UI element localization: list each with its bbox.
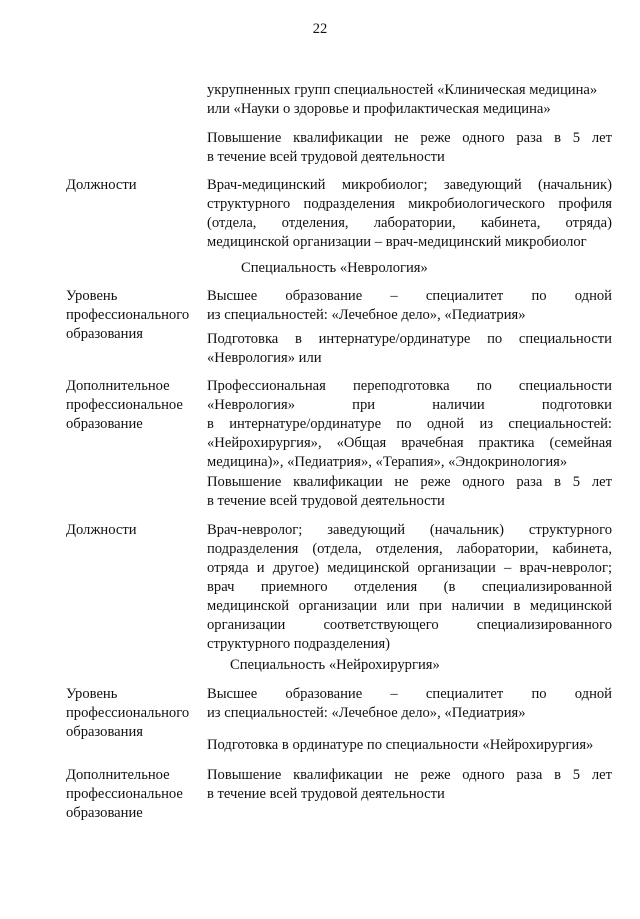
label-line: Дополнительное <box>66 767 170 783</box>
text-line: Врач-медицинский микробиолог; заведующий (начальник) <box>207 177 612 193</box>
additional-education-label <box>66 377 201 434</box>
text-line: Профессиональная переподготовка по специальности <box>207 378 612 394</box>
text-line: организации соответствующего специализированного <box>207 617 612 633</box>
text-line: Высшее образование – специалитет по одной <box>207 288 612 304</box>
education-label <box>66 287 201 344</box>
text-line: укрупненных групп специальностей «Клиническая медицина» <box>207 82 598 98</box>
label-line: образование <box>66 416 143 432</box>
training-text <box>207 766 612 804</box>
text-line: структурного подразделения микробиологического профиля <box>207 196 612 212</box>
retraining-text <box>207 377 612 472</box>
positions-label: Должности <box>66 177 137 193</box>
label-line: профессиональное <box>66 786 183 802</box>
additional-education-label <box>66 766 201 823</box>
text-line: Подготовка в интернатуре/ординатуре по специальности <box>207 331 612 347</box>
page-number: 22 <box>312 21 328 37</box>
text-line: Повышение квалификации не реже одного раза в 5 лет <box>207 474 612 490</box>
text-line: структурного подразделения) <box>207 636 391 652</box>
text-line: медицинской организации или при наличии в медицинской <box>207 598 612 614</box>
label-line: Дополнительное <box>66 378 170 394</box>
text-line: в течение всей трудовой деятельности <box>207 493 445 509</box>
text-line: врач приемного отделения (в специализированной <box>207 579 612 595</box>
label-line: профессионального <box>66 705 190 721</box>
text-line: в интернатуре/ординатуре по одной из специальностей: <box>207 416 612 432</box>
text-line: подразделения (отдела, отделения, лаборатории, кабинета, <box>207 541 612 557</box>
heading-text: Специальность «Нейрохирургия» <box>230 657 440 673</box>
label-line: образования <box>66 326 143 342</box>
internship-text <box>207 330 612 368</box>
training-text <box>207 473 612 511</box>
residency-text <box>207 736 612 755</box>
positions-text <box>207 521 612 654</box>
label-line: профессиональное <box>66 397 183 413</box>
positions-label: Должности <box>66 522 137 538</box>
text-line: в течение всей трудовой деятельности <box>207 149 445 165</box>
label-line: Уровень <box>66 686 118 702</box>
text-line: «Неврология» или <box>207 350 322 366</box>
text-line: Повышение квалификации не реже одного раза в 5 лет <box>207 130 612 146</box>
label-line: Уровень <box>66 288 118 304</box>
text-line: Высшее образование – специалитет по одной <box>207 686 612 702</box>
section-heading-neurosurgery <box>0 656 640 675</box>
text-line: из специальностей: «Лечебное дело», «Педиатрия» <box>207 705 526 721</box>
text-line: «Неврология» при наличии подготовки <box>207 397 612 413</box>
text-line: Подготовка в ординатуре по специальности «Нейрохирургия» <box>207 737 594 753</box>
label-line: образования <box>66 724 143 740</box>
text-line: медицина)», «Педиатрия», «Терапия», «Эндокринология» <box>207 454 568 470</box>
training-text <box>207 129 612 167</box>
text-line: отряда и другое) медицинской организации – врач-невролог; <box>207 560 612 576</box>
education-text <box>207 287 612 325</box>
education-text <box>207 685 612 723</box>
label-line: образование <box>66 805 143 821</box>
label-line: профессионального <box>66 307 190 323</box>
text-line: в течение всей трудовой деятельности <box>207 786 445 802</box>
continuation-text <box>207 81 612 119</box>
section-heading-neurology <box>0 259 640 278</box>
text-line: или «Науки о здоровье и профилактическая медицина» <box>207 101 551 117</box>
text-line: «Нейрохирургия», «Общая врачебная практика (семейная <box>207 435 612 451</box>
heading-text: Специальность «Неврология» <box>241 260 428 276</box>
education-label <box>66 685 201 742</box>
text-line: (отдела, отделения, лаборатории, кабинета, отряда) <box>207 215 612 231</box>
text-line: медицинской организации – врач-медицинский микробиолог <box>207 234 587 250</box>
positions-text <box>207 176 612 252</box>
text-line: Повышение квалификации не реже одного раза в 5 лет <box>207 767 612 783</box>
text-line: из специальностей: «Лечебное дело», «Педиатрия» <box>207 307 526 323</box>
text-line: Врач-невролог; заведующий (начальник) структурного <box>207 522 612 538</box>
